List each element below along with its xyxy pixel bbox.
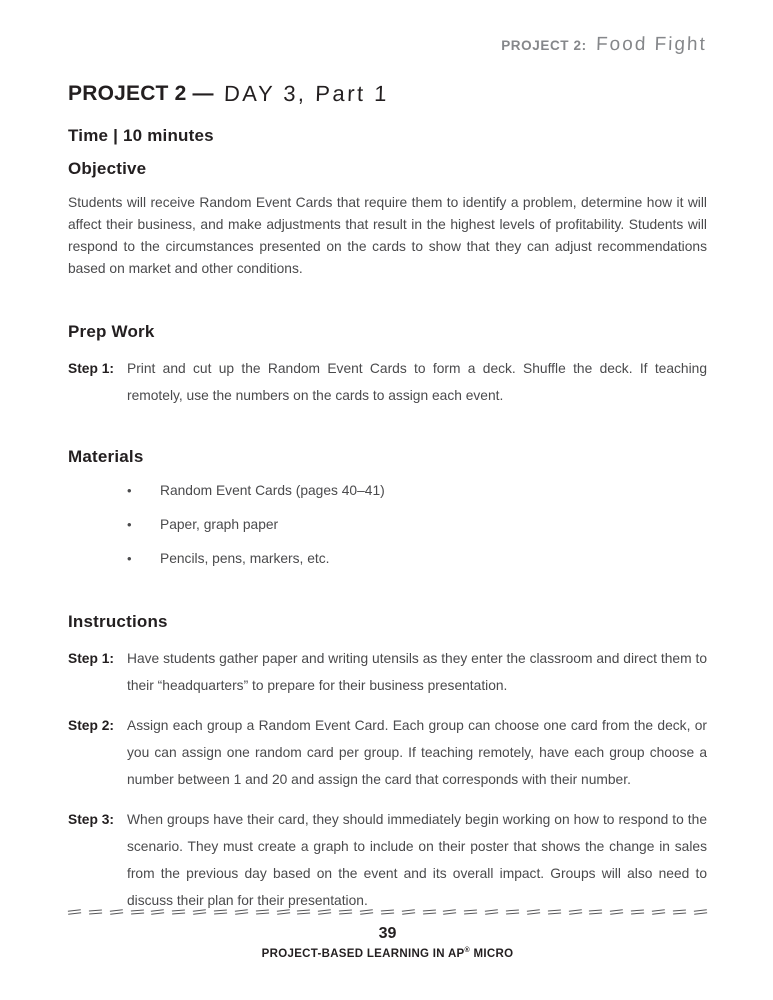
dash-mark xyxy=(297,910,310,915)
dash-mark xyxy=(673,910,686,915)
instructions-step-3 xyxy=(68,806,707,914)
dash-mark xyxy=(548,910,561,915)
dash-mark xyxy=(151,909,164,915)
dash-mark xyxy=(193,909,206,915)
dash-mark xyxy=(214,910,227,915)
page-title-script: DAY 3, Part 1 xyxy=(223,81,390,106)
dash-mark xyxy=(318,909,331,915)
dash-mark xyxy=(694,909,707,915)
dash-mark xyxy=(235,909,248,915)
book-title-suffix: MICRO xyxy=(470,947,514,960)
dash-mark xyxy=(68,909,81,915)
objective-body: Students will receive Random Event Cards that require them to identify a problem, determine how it will affect their business, and make adjustments that result in the highest levels of profitability. Students will respond to the circumstances presented on the cards to show that they can adjust recommendations based on market and other conditions. xyxy=(68,195,707,276)
step-label: Step 2: xyxy=(68,718,114,733)
bullet-icon: • xyxy=(127,551,132,566)
dash-mark xyxy=(506,910,519,915)
materials-list xyxy=(68,482,707,568)
instructions-heading: Instructions xyxy=(68,612,168,631)
dash-mark xyxy=(402,909,415,915)
bullet-icon: • xyxy=(127,517,132,532)
page-title xyxy=(68,81,707,107)
dash-mark xyxy=(464,910,477,915)
bullet-icon: • xyxy=(127,483,132,498)
dash-mark xyxy=(130,910,143,915)
book-title-prefix: PROJECT-BASED LEARNING IN AP xyxy=(261,947,465,960)
instructions-step-1 xyxy=(68,645,707,699)
dash-mark xyxy=(568,909,581,915)
list-item xyxy=(68,482,707,500)
running-header xyxy=(68,0,707,56)
dash-mark xyxy=(256,910,269,915)
dash-mark xyxy=(443,909,456,915)
list-item xyxy=(68,550,707,568)
time-heading: Time | 10 minutes xyxy=(68,126,214,145)
dash-mark xyxy=(631,910,644,915)
registered-mark: ® xyxy=(464,947,470,954)
dash-mark xyxy=(172,910,185,915)
step-text: Have students gather paper and writing utensils as they enter the classroom and direct them to their “headquarters” to prepare for their business presentation. xyxy=(127,651,707,693)
dashed-divider xyxy=(68,908,707,916)
dash-mark xyxy=(360,909,373,915)
dash-mark xyxy=(89,910,102,915)
materials-item-text: Paper, graph paper xyxy=(160,517,279,532)
materials-heading: Materials xyxy=(68,447,144,466)
dash-mark xyxy=(652,909,665,915)
page-title-main: PROJECT 2 — xyxy=(68,82,214,105)
dash-mark xyxy=(485,909,498,915)
dash-mark xyxy=(110,909,123,915)
step-text: Print and cut up the Random Event Cards to form a deck. Shuffle the deck. If teaching remotely, use the numbers on the cards to assign each event. xyxy=(127,361,707,403)
step-text: When groups have their card, they should immediately begin working on how to respond to the scenario. They must create a graph to include on their poster that shows the change in sales from the previous day based on the event and its overall impact. Groups will also need to discuss their plan for their presentation. xyxy=(127,812,707,908)
page-number: 39 xyxy=(378,925,397,942)
dash-mark xyxy=(589,910,602,915)
dash-mark xyxy=(276,909,289,915)
dash-mark xyxy=(339,910,352,915)
step-label: Step 3: xyxy=(68,812,114,827)
prep-step-1 xyxy=(68,355,707,409)
step-label: Step 1: xyxy=(68,361,114,376)
step-label: Step 1: xyxy=(68,651,114,666)
instructions-step-2 xyxy=(68,712,707,793)
step-text: Assign each group a Random Event Card. Each group can choose one card from the deck, or you can assign one random card per group. If teaching remotely, have each group choose a number between 1 and 20 and assign the card that corresponds with their number. xyxy=(127,718,707,787)
materials-item-text: Random Event Cards (pages 40–41) xyxy=(160,483,385,498)
book-title xyxy=(68,947,707,960)
dash-mark xyxy=(381,910,394,915)
materials-item-text: Pencils, pens, markers, etc. xyxy=(160,551,330,566)
dash-mark xyxy=(610,909,623,915)
dash-mark xyxy=(422,910,435,915)
running-header-project-title: Food Fight xyxy=(595,34,708,55)
page-footer xyxy=(68,908,707,960)
objective-heading: Objective xyxy=(68,159,147,178)
running-header-label: PROJECT 2: xyxy=(501,38,587,53)
prep-work-heading: Prep Work xyxy=(68,322,155,341)
dash-mark xyxy=(527,909,540,915)
list-item xyxy=(68,516,707,534)
